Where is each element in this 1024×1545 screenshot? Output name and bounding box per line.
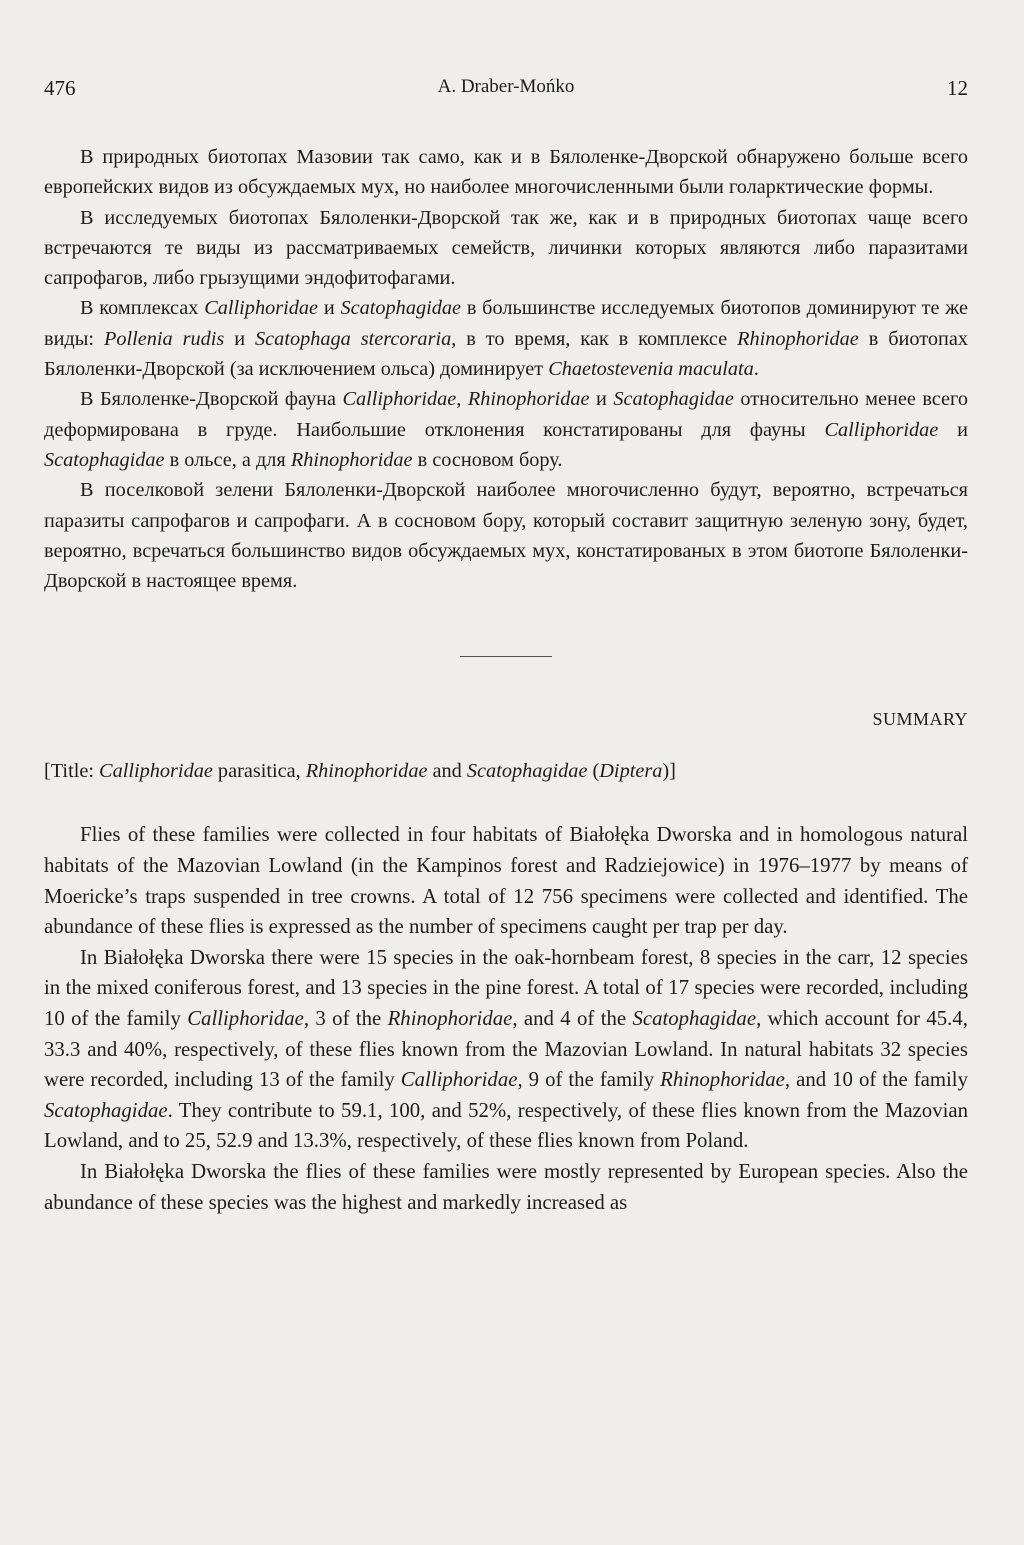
summary-title: [Title: Calliphoridae parasitica, Rhinophoridae and Scatophagidae (Diptera)] bbox=[44, 760, 676, 783]
ru-paragraph: В исследуемых биотопах Бялоленки-Дворской так же, как и в природных биотопах чаще всего встречаются те виды из рассматриваемых семейств, личинки которых являются либо паразитами сапрофагов, либо грызущими эндофитофагами. bbox=[44, 206, 968, 290]
section-number: 12 bbox=[947, 76, 968, 100]
ru-paragraph: В Бялоленке-Дворской фауна Calliphoridae, Rhinophoridae и Scatophagidae относительно менее всего деформирована в груде. Наибольшие отклонения констатированы для фауны Calliphoridae и Scatophagidae в ольсе, а для Rhinophoridae в сосновом бору. bbox=[44, 388, 968, 471]
page bbox=[44, 0, 968, 1545]
english-section bbox=[44, 820, 968, 1218]
russian-section bbox=[44, 142, 968, 596]
ru-paragraph: В природных биотопах Мазовии так само, как и в Бялоленке-Дворской обнаружено больше всего европейских видов из обсуждаемых мух, но наиболее многочисленными были голарктические формы. bbox=[44, 146, 968, 199]
body-text bbox=[44, 142, 968, 1218]
page-number: 476 bbox=[44, 76, 76, 100]
ru-paragraph: В поселковой зелени Бялоленки-Дворской наиболее многочисленно будут, вероятно, встречаться паразиты сапрофагов и сапрофаги. А в сосновом бору, который составит защитную зеленую зону, будет, вероятно, всречаться большинство видов обсуждаемых мух, констатированых в этом биотопе Бялоленки-Дворской в настоящее время. bbox=[44, 479, 968, 593]
ru-paragraph: В комплексах Calliphoridae и Scatophagidae в большинстве исследуемых биотопов доминируют те же виды: Pollenia rudis и Scatophaga stercoraria, в то время, как в комплексе Rhinophoridae в биотопах Бялоленки-Дворской (за исключением ольса) доминирует Chaetostevenia maculata. bbox=[44, 297, 969, 381]
en-paragraph: In Białołęka Dworska the flies of these families were mostly represented by European species. Also the abundance of these species was the highest and markedly increased as bbox=[44, 1159, 968, 1214]
en-paragraph: In Białołęka Dworska there were 15 species in the oak-hornbeam forest, 8 species in the carr, 12 species in the mixed coniferous forest, and 13 species in the pine forest. A total of 17 species were recorded, including 10 of the family Calliphoridae, 3 of the Rhinophoridae, and 4 of the Scatophagidae, which account for 45.4, 33.3 and 40%, respectively, of these flies known from the Mazovian Lowland. In natural habitats 32 species were recorded, including 13 of the family Calliphoridae, 9 of the family Rhinophoridae, and 10 of the family Scatophagidae. They contribute to 59.1, 100, and 52%, respectively, of these flies known from the Mazovian Lowland, and to 25, 52.9 and 13.3%, respectively, of these flies known from Poland. bbox=[44, 945, 968, 1153]
section-divider bbox=[460, 656, 552, 657]
running-author: A. Draber-Mońko bbox=[437, 76, 575, 97]
running-header bbox=[44, 76, 968, 106]
summary-heading: SUMMARY bbox=[872, 709, 968, 730]
en-paragraph: Flies of these families were collected in four habitats of Białołęka Dworska and in homologous natural habitats of the Mazovian Lowland (in the Kampinos forest and Radziejowice) in 1976–1977 by means of Moericke’s traps suspended in tree crowns. A total of 12 756 specimens were collected and identified. The abundance of these flies is expressed as the number of specimens caught per trap per day. bbox=[44, 823, 968, 939]
